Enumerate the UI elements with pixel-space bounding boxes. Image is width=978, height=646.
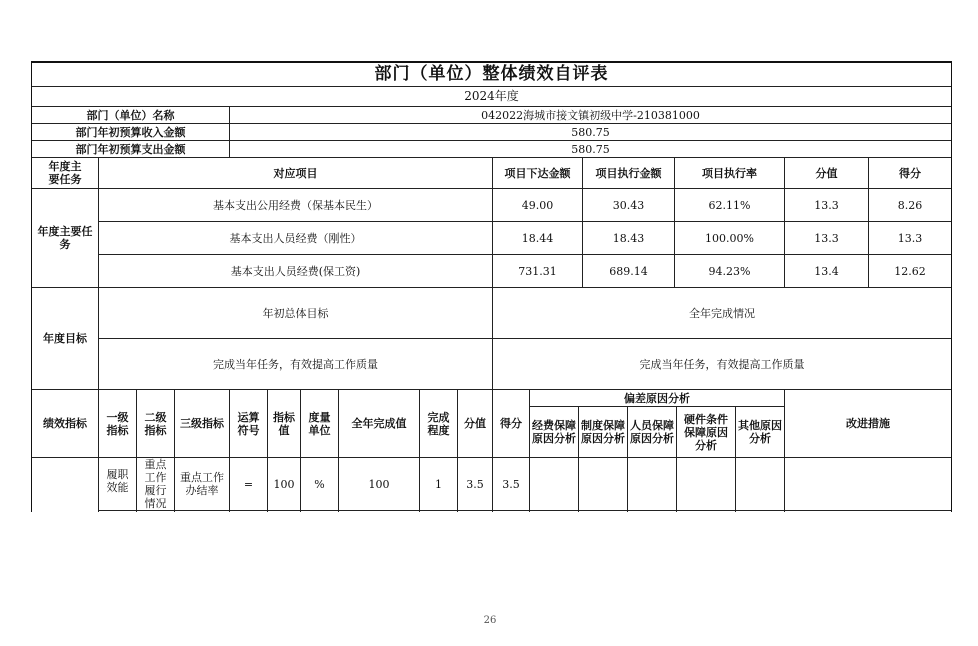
page-number: 26 bbox=[483, 614, 497, 626]
expense-label: 部门年初预算支出金额 bbox=[75, 142, 186, 156]
task-score: 13.3 bbox=[897, 231, 923, 245]
col-actual-header: 全年完成值 bbox=[351, 417, 407, 430]
indicator-score: 3.5 bbox=[502, 477, 520, 491]
form-title: 部门（单位）整体绩效自评表 bbox=[374, 64, 609, 84]
dev-col-hardware: 硬件条件保障原因分析 bbox=[684, 412, 728, 452]
goals-initial-text: 完成当年任务，有效提高工作质量 bbox=[213, 357, 378, 371]
task-allocated: 18.44 bbox=[521, 231, 554, 245]
dept-name-value: 042022海城市接文镇初级中学-210381000 bbox=[481, 108, 700, 122]
goals-label: 年度目标 bbox=[43, 332, 87, 345]
task-item: 基本支出公用经费（保基本民生） bbox=[213, 198, 378, 212]
income-label: 部门年初预算收入金额 bbox=[75, 125, 186, 139]
goals-completion-header: 全年完成情况 bbox=[689, 306, 755, 320]
task-allocated: 731.31 bbox=[518, 264, 557, 278]
col-item-header: 对应项目 bbox=[273, 166, 318, 180]
task-score-value: 13.4 bbox=[814, 264, 839, 278]
col-degree-header: 完成程度 bbox=[427, 410, 450, 437]
task-rate: 94.23% bbox=[708, 264, 751, 278]
goals-initial-header: 年初总体目标 bbox=[262, 306, 329, 320]
task-item: 基本支出人员经费（刚性） bbox=[229, 231, 362, 245]
dev-col-funding: 经费保障原因分析 bbox=[532, 419, 576, 445]
indicator-unit: % bbox=[314, 477, 325, 491]
indicator-level3: 重点工作办结率 bbox=[180, 471, 224, 497]
task-executed: 689.14 bbox=[609, 264, 648, 278]
form-year: 2024年度 bbox=[464, 89, 519, 103]
dev-col-other: 其他原因分析 bbox=[738, 419, 782, 445]
task-score: 12.62 bbox=[894, 264, 926, 278]
income-value: 580.75 bbox=[571, 125, 610, 139]
col-score-header: 得分 bbox=[500, 417, 522, 430]
col-operator-header: 运算符号 bbox=[237, 410, 260, 437]
grid-line bbox=[98, 510, 952, 511]
tasks-header-label: 年度主要任务 bbox=[48, 160, 82, 186]
dev-col-system: 制度保障原因分析 bbox=[581, 419, 625, 445]
col-unit-header: 度量单位 bbox=[308, 410, 331, 437]
indicator-target: 100 bbox=[273, 477, 295, 491]
task-executed: 18.43 bbox=[612, 231, 645, 245]
col-level1-header: 一级指标 bbox=[106, 410, 129, 437]
col-allocated-header: 项目下达金额 bbox=[504, 166, 571, 180]
indicator-level1: 履职效能 bbox=[106, 468, 129, 494]
col-rate-header: 项目执行率 bbox=[702, 166, 757, 180]
indicator-degree: 1 bbox=[435, 477, 442, 491]
indicators-label: 绩效指标 bbox=[43, 417, 87, 430]
indicator-level2: 重点工作履行情况 bbox=[144, 458, 167, 510]
goals-completion-text: 完成当年任务，有效提高工作质量 bbox=[639, 357, 805, 371]
dept-name-label: 部门（单位）名称 bbox=[86, 108, 175, 122]
col-score-header: 得分 bbox=[899, 166, 921, 180]
task-score-value: 13.3 bbox=[814, 231, 839, 245]
deviation-analysis-header: 偏差原因分析 bbox=[624, 391, 690, 405]
indicator-operator: = bbox=[243, 477, 254, 491]
task-executed: 30.43 bbox=[612, 198, 645, 212]
task-score-value: 13.3 bbox=[814, 198, 839, 212]
task-score: 8.26 bbox=[897, 198, 923, 212]
col-level3-header: 三级指标 bbox=[180, 417, 224, 430]
task-rate: 62.11% bbox=[708, 198, 751, 212]
tasks-group-label: 年度主要任务 bbox=[37, 225, 93, 251]
col-executed-header: 项目执行金额 bbox=[595, 166, 662, 180]
task-rate: 100.00% bbox=[705, 231, 754, 245]
col-score-value-header: 分值 bbox=[464, 417, 486, 430]
col-score-value-header: 分值 bbox=[815, 166, 838, 180]
task-item: 基本支出人员经费(保工资) bbox=[230, 264, 361, 278]
indicator-actual: 100 bbox=[368, 477, 390, 491]
dev-col-personnel: 人员保障原因分析 bbox=[630, 419, 674, 445]
table-border-right bbox=[951, 61, 952, 512]
col-target-header: 指标值 bbox=[273, 410, 295, 437]
col-measures-header: 改进措施 bbox=[846, 417, 890, 430]
expense-value: 580.75 bbox=[571, 142, 610, 156]
indicator-score-value: 3.5 bbox=[466, 477, 484, 491]
col-level2-header: 二级指标 bbox=[144, 410, 167, 437]
task-allocated: 49.00 bbox=[521, 198, 554, 212]
